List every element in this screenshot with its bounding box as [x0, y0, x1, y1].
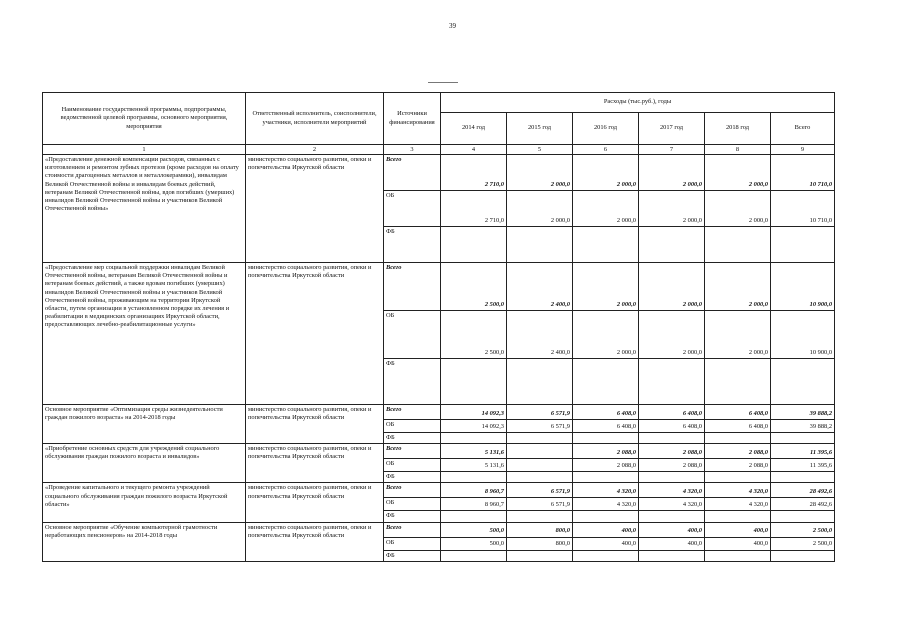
header-name: Наименование государственной программы, подпрограммы, ведомственной целевой программы, основного мероприятия, мероприятия	[43, 93, 246, 145]
funding-source-total: Всего	[384, 444, 441, 459]
amount-year	[705, 550, 771, 561]
amount-year: 8 960,7	[441, 498, 507, 511]
funding-source-fb: ФБ	[384, 359, 441, 405]
amount-year	[507, 444, 573, 459]
amount-sum	[771, 472, 835, 483]
amount-year	[507, 472, 573, 483]
column-number: 1	[43, 145, 246, 155]
amount-year: 4 320,0	[573, 498, 639, 511]
amount-year: 2 710,0	[441, 191, 507, 227]
amount-year	[507, 550, 573, 561]
amount-year: 2 088,0	[639, 444, 705, 459]
amount-year: 6 571,9	[507, 483, 573, 498]
amount-year: 400,0	[705, 522, 771, 537]
amount-year	[705, 359, 771, 405]
amount-year	[441, 359, 507, 405]
amount-year: 6 408,0	[573, 420, 639, 433]
amount-year	[441, 433, 507, 444]
amount-year: 400,0	[639, 522, 705, 537]
amount-year	[507, 227, 573, 263]
amount-year: 4 320,0	[639, 483, 705, 498]
header-total: Всего	[771, 113, 835, 145]
amount-sum	[771, 550, 835, 561]
funding-source-ob: ОБ	[384, 537, 441, 550]
amount-year: 2 400,0	[507, 311, 573, 359]
header-year: 2015 год	[507, 113, 573, 145]
amount-sum: 11 395,6	[771, 444, 835, 459]
funding-source-fb: ФБ	[384, 433, 441, 444]
amount-year: 2 000,0	[639, 311, 705, 359]
amount-year	[639, 511, 705, 522]
amount-sum: 39 888,2	[771, 420, 835, 433]
amount-year	[573, 550, 639, 561]
amount-year: 2 000,0	[573, 191, 639, 227]
amount-year	[639, 359, 705, 405]
amount-year	[705, 433, 771, 444]
amount-year	[705, 227, 771, 263]
amount-sum: 10 900,0	[771, 263, 835, 311]
amount-year	[507, 511, 573, 522]
header-source: Источники финансирования	[384, 93, 441, 145]
amount-year	[573, 472, 639, 483]
amount-year: 500,0	[441, 522, 507, 537]
amount-year: 6 408,0	[639, 405, 705, 420]
table-row	[43, 263, 835, 311]
amount-year: 400,0	[705, 537, 771, 550]
funding-source-fb: ФБ	[384, 511, 441, 522]
funding-source-ob: ОБ	[384, 459, 441, 472]
amount-year: 8 960,7	[441, 483, 507, 498]
amount-year: 2 000,0	[573, 155, 639, 191]
amount-sum: 10 710,0	[771, 191, 835, 227]
funding-source-ob: ОБ	[384, 420, 441, 433]
amount-year: 2 000,0	[705, 263, 771, 311]
activity-executor: министерство социального развития, опеки и попечительства Иркутской области	[246, 405, 384, 444]
table-row	[43, 522, 835, 537]
activity-name: Основное мероприятие «Обучение компьютерной грамотности неработающих пенсионеров» на 2014-2018 годы	[43, 522, 246, 561]
table-row	[43, 483, 835, 498]
amount-year	[441, 511, 507, 522]
funding-source-fb: ФБ	[384, 227, 441, 263]
amount-year: 400,0	[639, 537, 705, 550]
amount-year	[507, 359, 573, 405]
column-number: 2	[246, 145, 384, 155]
amount-year: 6 408,0	[705, 405, 771, 420]
amount-year: 4 320,0	[705, 483, 771, 498]
activity-executor: министерство социального развития, опеки и попечительства Иркутской области	[246, 483, 384, 522]
amount-year: 2 000,0	[507, 155, 573, 191]
amount-year	[573, 227, 639, 263]
column-number: 9	[771, 145, 835, 155]
amount-year: 5 131,6	[441, 459, 507, 472]
funding-source-fb: ФБ	[384, 472, 441, 483]
amount-year: 6 408,0	[705, 420, 771, 433]
header-divider-mark	[428, 82, 458, 83]
amount-year	[441, 472, 507, 483]
activity-name: «Предоставление мер социальной поддержки инвалидам Великой Отечественной войны, ветеранам Великой Отечественной войны и ветеранам боевых действий, а также вдовам погибших (умерших) инвалидов Великой Отечественной войны и участников Великой Отечественной войны, проживающим на территории Иркутской области, путем организации в установленном порядке их лечения и реабилитации в медицинских организациях Иркутской области, предоставляющих лечебно-реабилитационные услуги»	[43, 263, 246, 405]
activity-executor: министерство социального развития, опеки и попечительства Иркутской области	[246, 155, 384, 263]
amount-year: 2 000,0	[639, 155, 705, 191]
amount-year: 5 131,6	[441, 444, 507, 459]
amount-year: 6 571,9	[507, 420, 573, 433]
amount-year: 6 408,0	[639, 420, 705, 433]
amount-year: 800,0	[507, 522, 573, 537]
amount-sum: 39 888,2	[771, 405, 835, 420]
amount-year: 2 710,0	[441, 155, 507, 191]
amount-sum	[771, 511, 835, 522]
amount-year: 2 000,0	[705, 155, 771, 191]
amount-year	[573, 433, 639, 444]
column-number: 4	[441, 145, 507, 155]
amount-year	[705, 511, 771, 522]
amount-year: 2 088,0	[573, 444, 639, 459]
funding-source-ob: ОБ	[384, 191, 441, 227]
funding-source-total: Всего	[384, 155, 441, 191]
table-row	[43, 155, 835, 191]
page-number: 39	[449, 22, 456, 30]
activity-executor: министерство социального развития, опеки и попечительства Иркутской области	[246, 444, 384, 483]
header-year: 2017 год	[639, 113, 705, 145]
amount-year	[573, 359, 639, 405]
amount-year: 500,0	[441, 537, 507, 550]
amount-year	[639, 433, 705, 444]
activity-executor: министерство социального развития, опеки и попечительства Иркутской области	[246, 522, 384, 561]
activity-executor: министерство социального развития, опеки и попечительства Иркутской области	[246, 263, 384, 405]
amount-year: 2 088,0	[639, 459, 705, 472]
header-year: 2014 год	[441, 113, 507, 145]
amount-year: 800,0	[507, 537, 573, 550]
funding-source-fb: ФБ	[384, 550, 441, 561]
amount-year: 4 320,0	[705, 498, 771, 511]
amount-sum: 10 710,0	[771, 155, 835, 191]
funding-source-total: Всего	[384, 405, 441, 420]
amount-year	[639, 227, 705, 263]
amount-year: 2 400,0	[507, 263, 573, 311]
amount-year	[705, 472, 771, 483]
header-expenses: Расходы (тыс.руб.), годы	[441, 93, 835, 113]
amount-sum: 10 900,0	[771, 311, 835, 359]
amount-sum	[771, 359, 835, 405]
amount-year: 2 000,0	[507, 191, 573, 227]
amount-year	[507, 433, 573, 444]
amount-year: 2 088,0	[573, 459, 639, 472]
header-year: 2018 год	[705, 113, 771, 145]
activity-name: «Приобретение основных средств для учреждений социального обслуживания граждан пожилого возраста и инвалидов»	[43, 444, 246, 483]
amount-sum	[771, 433, 835, 444]
amount-sum	[771, 227, 835, 263]
amount-year: 14 092,3	[441, 405, 507, 420]
amount-year: 2 000,0	[639, 191, 705, 227]
column-number: 6	[573, 145, 639, 155]
amount-sum: 2 500,0	[771, 537, 835, 550]
amount-year	[573, 511, 639, 522]
amount-year	[441, 227, 507, 263]
amount-year	[639, 550, 705, 561]
amount-year: 6 571,9	[507, 498, 573, 511]
amount-year: 2 088,0	[705, 444, 771, 459]
amount-year: 2 000,0	[705, 311, 771, 359]
column-number: 5	[507, 145, 573, 155]
funding-source-ob: ОБ	[384, 498, 441, 511]
amount-year: 2 000,0	[573, 311, 639, 359]
amount-year: 4 320,0	[639, 498, 705, 511]
column-number: 7	[639, 145, 705, 155]
amount-year: 2 000,0	[705, 191, 771, 227]
amount-year	[441, 550, 507, 561]
amount-year: 6 408,0	[573, 405, 639, 420]
amount-year: 2 000,0	[639, 263, 705, 311]
funding-source-ob: ОБ	[384, 311, 441, 359]
amount-year: 2 500,0	[441, 311, 507, 359]
amount-year: 2 000,0	[573, 263, 639, 311]
amount-year: 2 088,0	[705, 459, 771, 472]
column-number: 8	[705, 145, 771, 155]
amount-sum: 2 500,0	[771, 522, 835, 537]
table-row	[43, 444, 835, 459]
amount-year: 2 500,0	[441, 263, 507, 311]
header-year: 2016 год	[573, 113, 639, 145]
amount-year	[639, 472, 705, 483]
amount-sum: 28 492,6	[771, 498, 835, 511]
funding-source-total: Всего	[384, 522, 441, 537]
amount-year: 4 320,0	[573, 483, 639, 498]
table-body	[43, 155, 835, 562]
amount-year: 400,0	[573, 537, 639, 550]
table-row	[43, 405, 835, 420]
amount-year: 14 092,3	[441, 420, 507, 433]
funding-source-total: Всего	[384, 483, 441, 498]
activity-name: Основное мероприятие «Оптимизация среды жизнедеятельности граждан пожилого возраста» на 2014-2018 годы	[43, 405, 246, 444]
activity-name: «Проведение капитального и текущего ремонта учреждений социального обслуживания граждан пожилого возраста Иркутской области»	[43, 483, 246, 522]
budget-table	[42, 92, 835, 562]
amount-year: 400,0	[573, 522, 639, 537]
amount-sum: 11 395,6	[771, 459, 835, 472]
amount-year	[507, 459, 573, 472]
funding-source-total: Всего	[384, 263, 441, 311]
amount-sum: 28 492,6	[771, 483, 835, 498]
amount-year: 6 571,9	[507, 405, 573, 420]
activity-name: «Предоставление денежной компенсации расходов, связанных с изготовлением и ремонтом зубных протезов (кроме расходов на оплату стоимости драгоценных металлов и металлокерамики), инвалидам Великой Отечественной войны и инвалидам боевых действий, ветеранам Великой Отечественной войны, вдов погибших (умерших) инвалидов Великой Отечественной войны и участников Великой Отечественной войны»	[43, 155, 246, 263]
header-executor: Ответственный исполнитель, соисполнители, участники, исполнители мероприятий	[246, 93, 384, 145]
column-number: 3	[384, 145, 441, 155]
